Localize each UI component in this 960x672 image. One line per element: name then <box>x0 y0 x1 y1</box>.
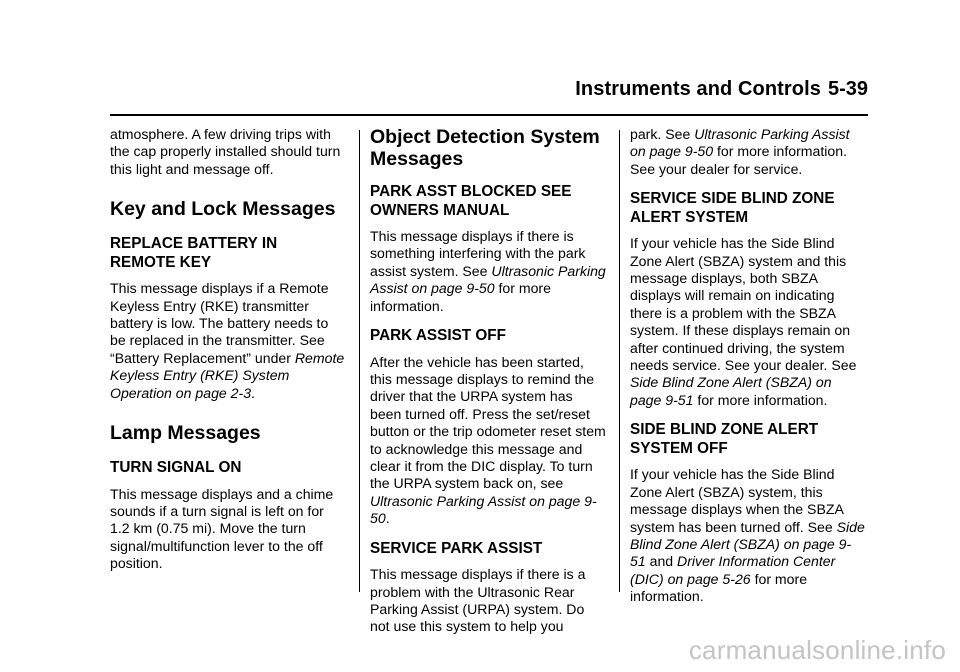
text: for more information. <box>630 570 808 605</box>
text: . <box>251 384 255 401</box>
paragraph-park-blocked <box>370 228 606 315</box>
heading-turn-signal-on: TURN SIGNAL ON <box>110 459 242 477</box>
heading-park-asst-blocked: PARK ASST BLOCKED SEE OWNERS MANUAL <box>370 183 572 219</box>
text: This message displays if a Remote Keyless Entry (RKE) transmitter battery is low. The battery needs to be replaced in the transmitter. See “Battery Replacement” under <box>110 280 329 366</box>
column-divider <box>619 130 620 592</box>
section-title: Instruments and Controls <box>575 78 821 100</box>
text: . <box>385 510 390 527</box>
page-number: 5-39 <box>827 78 868 100</box>
text: park. See <box>630 126 695 142</box>
paragraph-continued <box>630 126 866 178</box>
paragraph-park-assist-off <box>370 354 606 528</box>
paragraph-service-park: This message displays if there is a problem with the Ultrasonic Rear Parking Assist (URPA) system. Do not use this system to help you <box>370 566 586 635</box>
paragraph-service-sbza <box>630 235 866 409</box>
text: for more information. See your dealer for service. <box>630 143 848 177</box>
column-3 <box>630 126 866 606</box>
column-2 <box>370 126 606 636</box>
cross-reference: Driver Information Center (DIC) on page 5-26 <box>630 553 836 587</box>
text: After the vehicle has been started, this message displays to remind the driver that the URPA system has been turned off. Press the set/reset button or the trip odometer reset stem to acknowledge this message and clear it from the DIC display. To turn the URPA system back on, see <box>370 353 606 492</box>
column-divider <box>359 130 360 592</box>
cross-reference: Ultrasonic Parking Assist on page 9-50 <box>630 126 850 160</box>
cross-reference: Side Blind Zone Alert (SBZA) on page 9-51 <box>630 518 865 570</box>
text: If your vehicle has the Side Blind Zone Alert (SBZA) system, this message displays when the SBZA system has been turned off. See <box>630 466 844 535</box>
text: for more information. <box>370 280 551 314</box>
column-1 <box>110 126 346 573</box>
heading-key-lock-messages: Key and Lock Messages <box>110 198 336 221</box>
page-header <box>0 78 960 108</box>
paragraph-turn-signal: This message displays and a chime sounds if a turn signal is left on for 1.2 km (0.75 mi). Move the turn signal/multifunction lever to the off position. <box>110 485 334 572</box>
paragraph-sbza-off <box>630 466 866 605</box>
cross-reference: Ultrasonic Parking Assist on page 9-50 <box>370 492 597 527</box>
heading-lamp-messages: Lamp Messages <box>110 422 261 445</box>
heading-replace-battery: REPLACE BATTERY IN REMOTE KEY <box>110 235 278 271</box>
paragraph-replace-battery <box>110 280 346 402</box>
text: and <box>645 553 678 570</box>
heading-park-assist-off: PARK ASSIST OFF <box>370 327 506 345</box>
text: for more information. <box>693 391 828 408</box>
header-rule <box>110 114 868 116</box>
text: This message displays if there is something interfering with the park assist system. See <box>370 228 586 279</box>
heading-service-park-assist: SERVICE PARK ASSIST <box>370 539 543 557</box>
heading-service-side-blind-zone: SERVICE SIDE BLIND ZONE ALERT SYSTEM <box>630 190 835 226</box>
paragraph-continued: atmosphere. A few driving trips with the cap properly installed should turn this light and message off. <box>110 126 341 177</box>
heading-object-detection: Object Detection System Messages <box>370 126 600 170</box>
cross-reference: Ultrasonic Parking Assist on page 9-50 <box>370 262 606 297</box>
text: If your vehicle has the Side Blind Zone Alert (SBZA) system and this message displays, both SBZA displays will remain on indicating there is a problem with the SBZA system. If these displays remain on after continued driving, the system needs service. See your dealer. See <box>630 235 857 374</box>
watermark: carmanualsonline.info <box>688 635 946 665</box>
cross-reference: Remote Keyless Entry (RKE) System Operation on page 2-3 <box>110 349 345 401</box>
heading-side-blind-zone-off: SIDE BLIND ZONE ALERT SYSTEM OFF <box>630 421 819 457</box>
cross-reference: Side Blind Zone Alert (SBZA) on page 9-51 <box>630 374 832 408</box>
